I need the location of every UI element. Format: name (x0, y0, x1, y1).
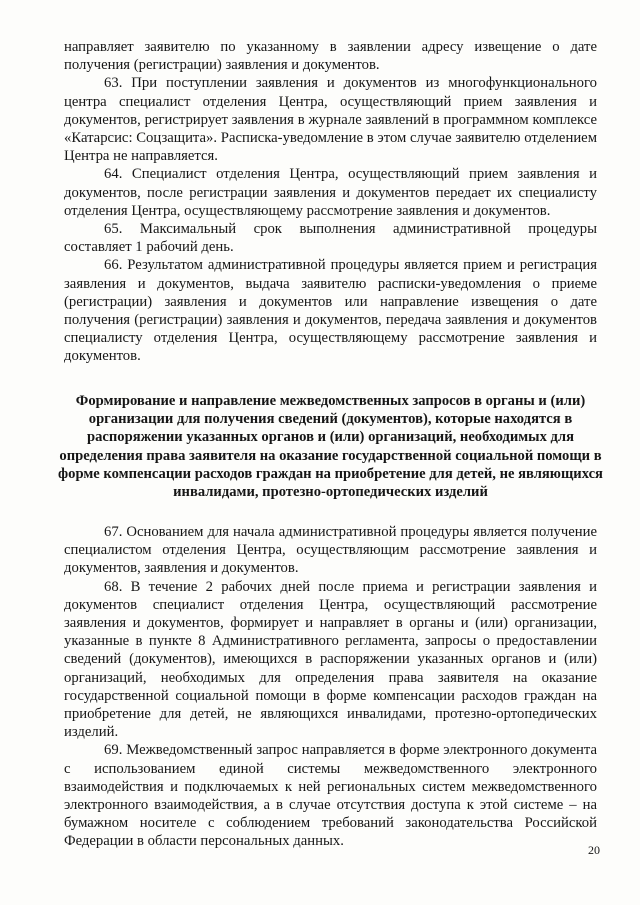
paragraph-64: 64. Специалист отделения Центра, осуществляющий прием заявления и документов, после регистрации заявления и документов передает их специалисту отделения Центра, осуществляющему рассмотрение заявления и документов. (64, 166, 597, 219)
section-heading: Формирование и направление межведомственных запросов в органы и (или) организации для получения сведений (документов), которые находятся в распоряжении указанных органов и (или) организаций, необходимых для определения права заявителя на оказание государственной социальной помощи в форме компенсации расходов граждан на приобретение для детей, не являющихся инвалидами, протезно-ортопедических изделий (58, 393, 603, 501)
paragraph-65: 65. Максимальный срок выполнения административной процедуры составляет 1 рабочий день. (64, 221, 597, 256)
paragraph-63: 63. При поступлении заявления и документов из многофункционального центра специалист отделения Центра, осуществляющий прием заявления и документов, регистрирует заявления в журнале заявлений в программном комплексе «Катарсис: Соцзащита». Расписка-уведомление в этом случае заявителю отделением Центра не направляется. (64, 75, 597, 165)
bottom-text-block (64, 523, 597, 851)
top-text-block (64, 38, 597, 366)
paragraph-69: 69. Межведомственный запрос направляется в форме электронного документа с использованием единой системы межведомственного электронного взаимодействия и подключаемых к ней региональных систем межведомственного электронного взаимодействия, а в случае отсутствия доступа к этой системе – на бумажном носителе с соблюдением требований законодательства Российской Федерации в области персональных данных. (64, 742, 597, 850)
paragraph-67: 67. Основанием для начала административной процедуры является получение специалистом отделения Центра, осуществляющим рассмотрение заявления и документов, заявления и документов. (64, 524, 597, 577)
paragraph-continuation: направляет заявителю по указанному в заявлении адресу извещение о дате получения (регистрации) заявления и документов. (64, 39, 597, 74)
page-number: 20 (588, 843, 600, 857)
paragraph-66: 66. Результатом административной процедуры является прием и регистрация заявления и документов, выдача заявителю расписки-уведомления о приеме (регистрации) заявления и документов или направление извещения о дате получения (регистрации) заявления и документов, передача заявления и документов специалисту отделения Центра, осуществляющему рассмотрение заявления и документов. (64, 257, 597, 365)
paragraph-68: 68. В течение 2 рабочих дней после приема и регистрации заявления и документов специалист отделения Центра, осуществляющий рассмотрение заявления и документов, формирует и направляет в органы и (или) организации, указанные в пункте 8 Административного регламента, запросы о предоставлении сведений (документов), имеющихся в распоряжении указанных органов и (или) организаций, необходимых для определения права заявителя на оказание государственной социальной помощи в форме компенсации расходов граждан на приобретение для детей, не являющихся инвалидами, протезно-ортопедических изделий. (64, 578, 597, 741)
